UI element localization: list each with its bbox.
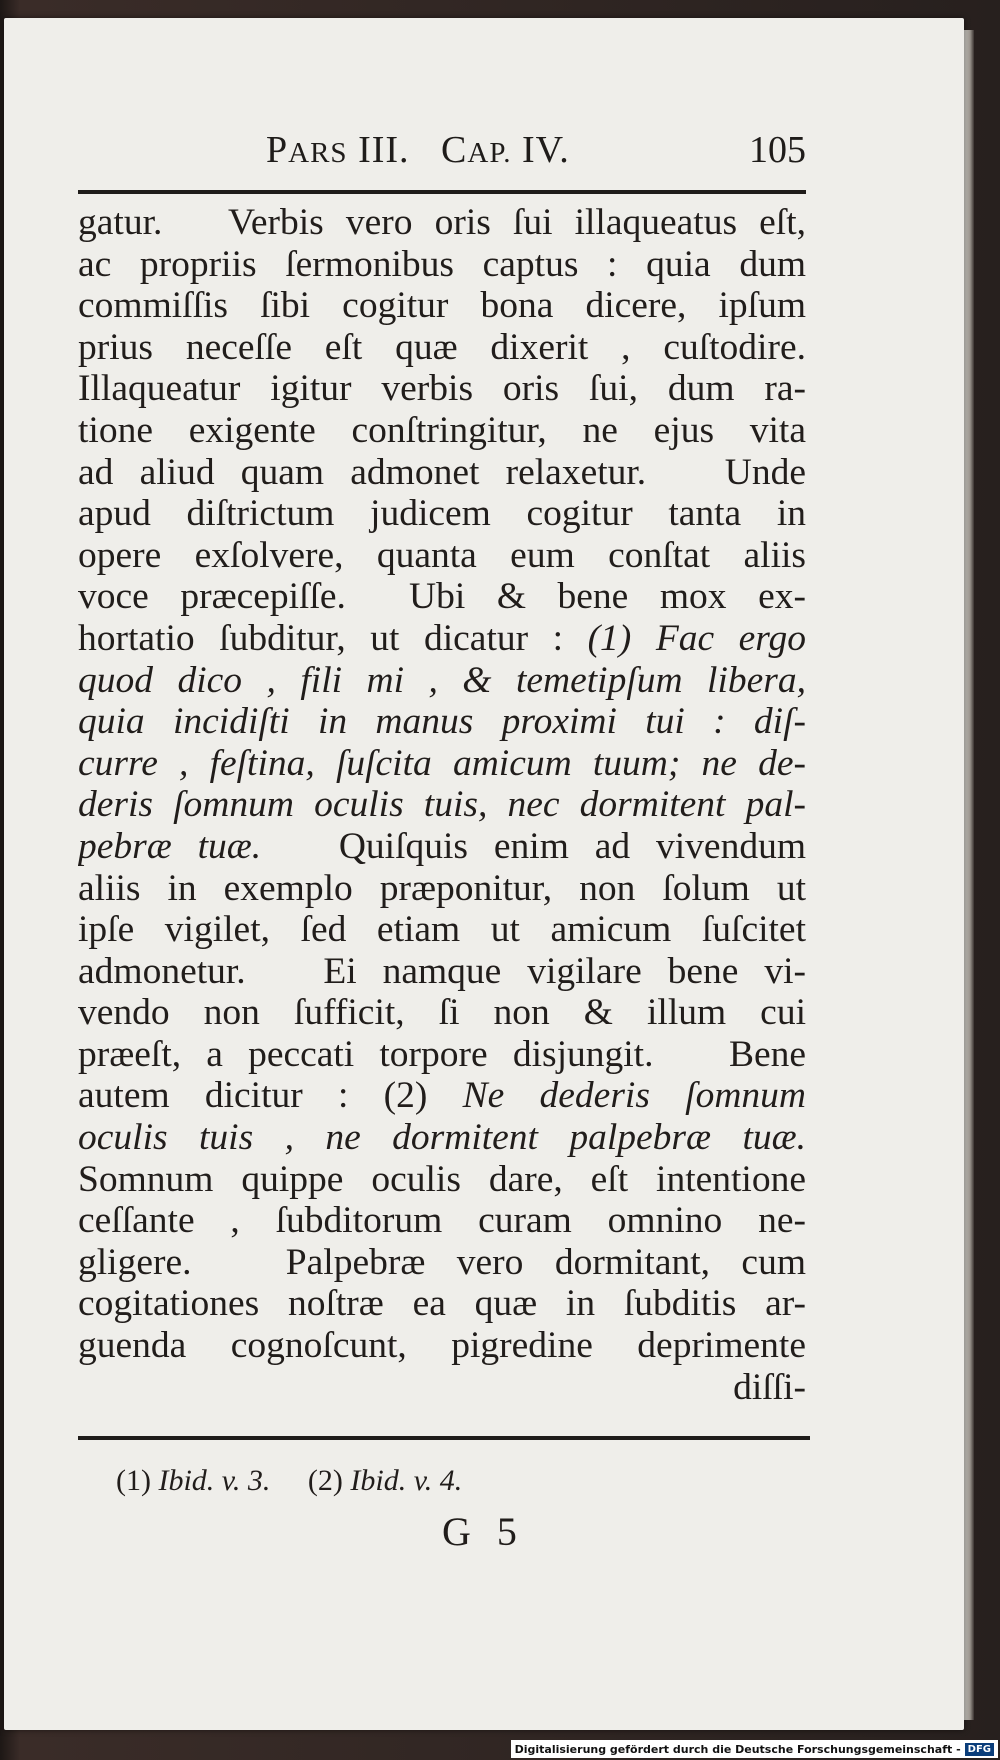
italic-text: quia incidiſti in manus proximi tui : diſ- [78,701,806,743]
italic-text: Ne dederis ſomnum [427,1075,806,1117]
text-line [78,452,806,494]
text-line [78,951,806,993]
running-head-cap-initial: C [441,129,468,171]
line-text: ceſſante , ſubditorum curam omnino ne- [78,1200,806,1242]
text-line [78,1034,806,1076]
running-head-cap: AP. [467,137,512,169]
footnote-2 [308,1464,462,1497]
footnote-2-number: (2) [307,1464,343,1497]
text-line [78,1325,806,1367]
line-text: aliis in exemplo præponitur, non ſolum ut [78,867,806,909]
signature-mark: G 5 [442,1509,525,1554]
line-text: voce præcepiſſe. Ubi & bene mox ex- [78,576,806,618]
italic-text: oculis tuis , ne dormitent palpebræ tuæ. [78,1117,806,1159]
line-text: Illaqueatur igitur verbis oris ſui, dum ra- [78,368,806,410]
text-line [78,909,806,951]
italic-text: quod dico , fili mi , & temetipſum libera, [78,659,806,701]
header-rule [78,190,806,194]
text-line [78,826,806,868]
footnote-1-number: (1) [116,1464,151,1497]
attribution-text: Digitalisierung gefördert durch die Deutsche Forschungsgemeinschaft - [514,1742,961,1756]
text-line [78,244,806,286]
line-text: cogitationes noſtræ ea quæ in ſubditis ar- [78,1283,806,1325]
line-text: gatur. Verbis vero oris ſui illaqueatus eſt, [78,202,806,243]
line-text: præeſt, a peccati torpore disjungit. Bene [78,1033,806,1075]
page-header [78,128,806,174]
line-text: Somnum quippe oculis dare, eſt intentione [78,1158,806,1200]
text-line [78,701,806,743]
line-text: commiſſis ſibi cogitur bona dicere, ipſum [78,285,806,327]
text-line [78,1200,806,1242]
body-text [78,202,806,1408]
italic-text: deris ſomnum oculis tuis, nec dormitent pal- [78,784,806,826]
line-text: Quiſquis enim ad vivendum [261,825,806,867]
text-line [78,660,806,702]
running-head-part-number: III. [347,129,410,171]
footnotes [116,1464,492,1498]
line-text: tione exigente conſtringitur, ne ejus vita [78,409,806,451]
line-text: hortatio ſubditur, ut dicatur : [78,617,564,659]
page-number: 105 [749,129,806,171]
text-line [78,493,806,535]
text-line [78,784,806,826]
line-text: diſſi- [733,1366,806,1408]
line-text: vendo non ſufficit, ſi non & illum cui [78,992,806,1034]
running-head [266,128,570,172]
line-text: ipſe vigilet, ſed etiam ut amicum ſuſcitet [78,909,806,951]
line-text: opere exſolvere, quanta eum conſtat aliis [78,534,806,576]
line-text: ac propriis ſermonibus captus : quia dum [78,243,806,285]
italic-text: pebræ tuæ. [78,825,262,867]
text-line [78,1242,806,1284]
line-text: ad aliud quam admonet relaxetur. Unde [78,451,806,493]
footnote-1 [116,1464,270,1497]
text-line [78,576,806,618]
line-text: prius neceſſe eſt quæ dixerit , cuſtodire. [78,326,806,368]
text-line [78,202,806,244]
running-head-pars: ARS [288,137,348,169]
italic-text: (1) Fac ergo [563,617,806,659]
text-line [78,618,806,660]
dfg-logo: DFG [965,1743,994,1756]
running-head-chapter-number: IV. [511,129,570,171]
line-text: autem dicitur : (2) [78,1075,428,1117]
text-line [78,327,806,369]
footnote-rule [78,1436,810,1440]
attribution-bar [511,1740,998,1758]
text-line [78,1367,806,1409]
text-line [78,285,806,327]
running-head-initial: P [266,129,289,171]
page-edge [964,30,974,1720]
line-text: gligere. Palpebræ vero dormitant, cum [78,1241,806,1283]
text-line [78,1075,806,1117]
text-line [78,368,806,410]
text-line [78,992,806,1034]
text-line [78,1117,806,1159]
line-text: apud diſtrictum judicem cogitur tanta in [78,493,806,535]
text-line [78,410,806,452]
line-text: admonetur. Ei namque vigilare bene vi- [78,950,806,992]
text-line [78,743,806,785]
line-text: guenda cognoſcunt, pigredine deprimente [78,1325,806,1367]
italic-text: curre , feſtina, ſuſcita amicum tuum; ne de- [78,742,806,784]
footnote-2-reference: Ibid. v. 4. [350,1464,463,1497]
text-line [78,1283,806,1325]
text-line [78,1159,806,1201]
footnote-1-reference: Ibid. v. 3. [158,1464,271,1497]
text-line [78,535,806,577]
text-line [78,868,806,910]
